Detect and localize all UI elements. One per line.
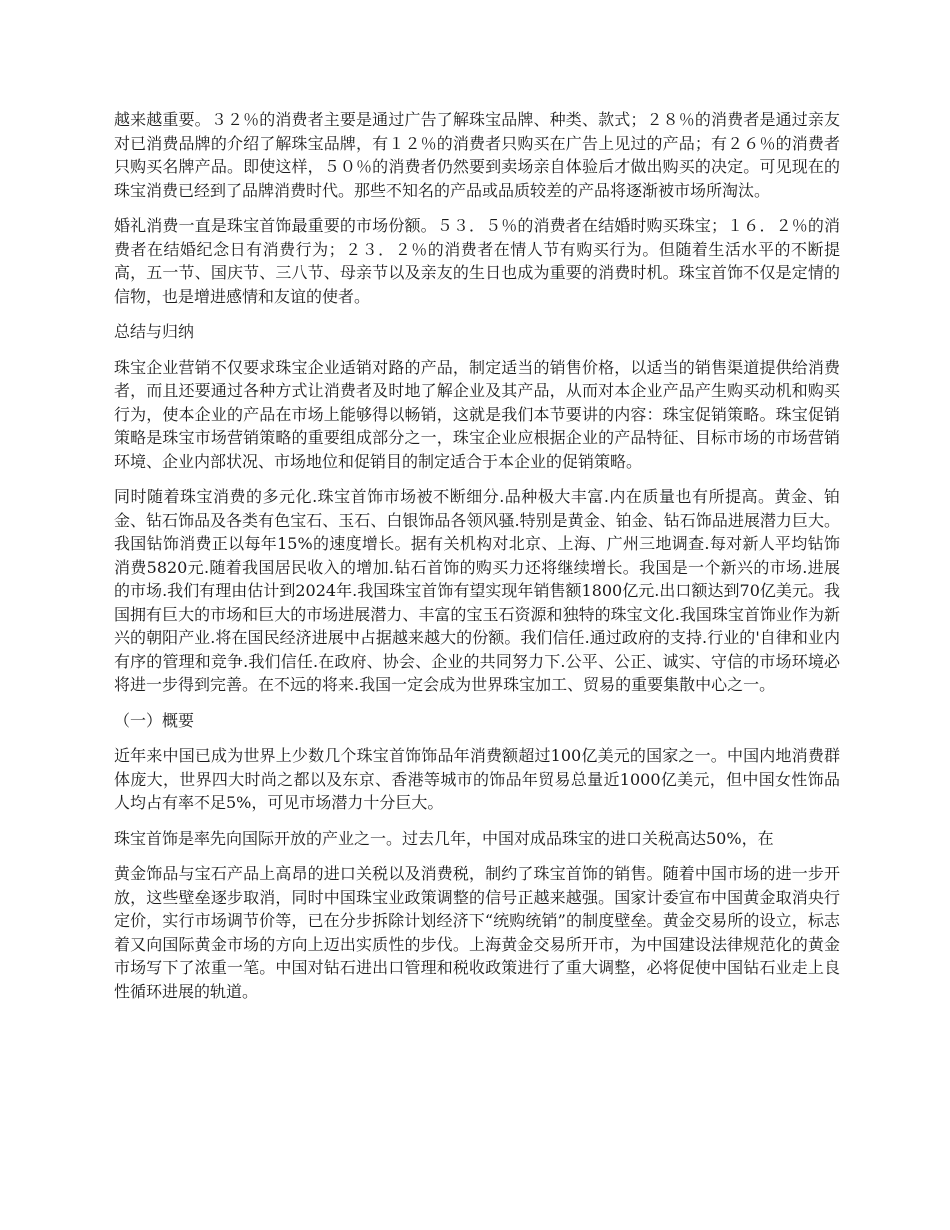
paragraph-policy-adjustment: 黄金饰品与宝石产品上高昂的进口关税以及消费税，制约了珠宝首饰的销售。随着中国市场的进一步开放，这些壁垒逐步取消，同时中国珠宝业政策调整的信号正越来越强。国家计委宣布中国黄金取消央行定价，实行市场调节价等，已在分步拆除计划经济下“统购统销”的制度壁垒。黄金交易所的设立，标志着又向国际黄金市场的方向上迈出实质性的步伐。上海黄金交易所开市，为中国建设法律规范化的黄金市场写下了浓重一笔。中国对钻石进出口管理和税收政策进行了重大调整，必将促使中国钻石业走上良性循环进展的轨道。 — [114, 864, 840, 1001]
paragraph-market-size: 近年来中国已成为世界上少数几个珠宝首饰饰品年消费额超过100亿美元的国家之一。中国内地消费群体庞大，世界四大时尚之都以及东京、香港等城市的饰品年贸易总量近1000亿美元，但中国女性饰品人均占有率不足5%，可见市场潜力十分巨大。 — [114, 746, 840, 812]
paragraph-promotion-strategy: 珠宝企业营销不仅要求珠宝企业适销对路的产品，制定适当的销售价格，以适当的销售渠道提供给消费者，而且还要通过各种方式让消费者及时地了解企业及其产品，从而对本企业产品产生购买动机和购买行为，使本企业的产品在市场上能够得以畅销，这就是我们本节要讲的内容：珠宝促销策略。珠宝促销策略是珠宝市场营销策略的重要组成部分之一，珠宝企业应根据企业的产品特征、目标市场的市场营销环境、企业内部状况、市场地位和促销目的制定适合于本企业的促销策略。 — [114, 357, 840, 471]
document-body — [114, 108, 840, 1015]
paragraph-import-tariff: 珠宝首饰是率先向国际开放的产业之一。过去几年，中国对成品珠宝的进口关税高达50%，在 — [114, 828, 774, 848]
paragraph-brand-consumption: 越来越重要。３２％的消费者主要是通过广告了解珠宝品牌、种类、款式；２８％的消费者是通过亲友对已消费品牌的介绍了解珠宝品牌，有１２％的消费者只购买在广告上见过的产品；有２６％的消费者只购买名牌产品。即使这样，５０％的消费者仍然要到卖场亲自体验后才做出购买的决定。可见现在的珠宝消费已经到了品牌消费时代。那些不知名的产品或品质较差的产品将逐渐被市场所淘汰。 — [114, 110, 840, 200]
section-heading-overview: （一）概要 — [114, 710, 195, 730]
section-heading-summary: 总结与归纳 — [114, 322, 195, 341]
paragraph-wedding-consumption: 婚礼消费一直是珠宝首饰最重要的市场份额。５３．５％的消费者在结婚时购买珠宝；１６．２％的消费者在结婚纪念日有消费行为；２３．２％的消费者在情人节有购买行为。但随着生活水平的不断提高，五一节、国庆节、三八节、母亲节以及亲友的生日也成为重要的消费时机。珠宝首饰不仅是定情的信物，也是增进感情和友谊的使者。 — [114, 216, 840, 306]
paragraph-market-diversification: 同时随着珠宝消费的多元化.珠宝首饰市场被不断细分.品种极大丰富.内在质量也有所提高。黄金、铂金、钻石饰品及各类有色宝石、玉石、白银饰品各领风骚.特别是黄金、铂金、钻石饰品进展潜力巨大。我国钻饰消费正以每年15%的速度增长。据有关机构对北京、上海、广州三地调查.每对新人平均钻饰消费5820元.随着我国居民收入的增加.钻石首饰的购买力还将继续增长。我国是一个新兴的市场.进展的市场.我们有理由估计到2024年.我国珠宝首饰有望实现年销售额1800亿元.出口额达到70亿美元。我国拥有巨大的市场和巨大的市场进展潜力、丰富的宝玉石资源和独特的珠宝文化.我国珠宝首饰业作为新兴的朝阳产业.将在国民经济进展中占据越来越大的份额。我们信任.通过政府的支持.行业的'自律和业内有序的管理和竞争.我们信任.在政府、协会、企业的共同努力下.公平、公正、诚实、守信的市场环境必将进一步得到完善。在不远的将来.我国一定会成为世界珠宝加工、贸易的重要集散中心之一。 — [114, 487, 840, 694]
